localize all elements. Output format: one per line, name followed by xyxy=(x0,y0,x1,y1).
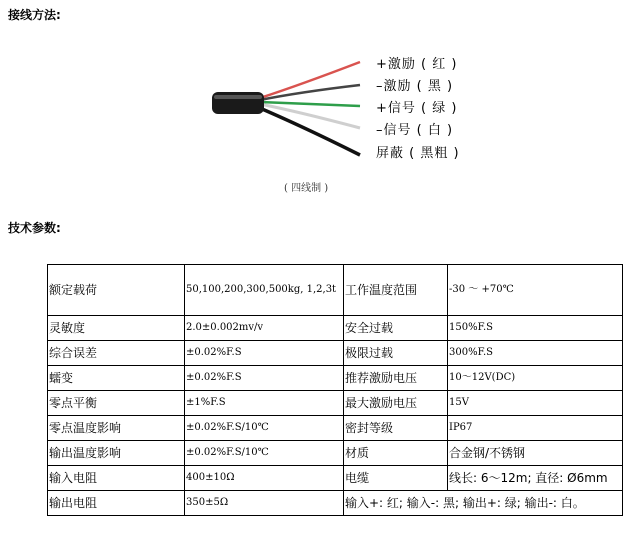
table-row xyxy=(48,391,623,416)
spec-key: 额定载荷 xyxy=(48,265,185,316)
spec-value: 150%F.S xyxy=(448,316,623,341)
spec-key: 密封等级 xyxy=(344,416,448,441)
table-row xyxy=(48,316,623,341)
wire-label-white: –信号 ( 白 ) xyxy=(376,123,454,138)
table-row xyxy=(48,466,623,491)
spec-key: 蠕变 xyxy=(48,366,185,391)
wire-label-black: –激励 ( 黑 ) xyxy=(376,79,454,94)
spec-value: 50,100,200,300,500kg, 1,2,3t xyxy=(185,265,344,316)
spec-table xyxy=(47,264,623,516)
spec-key: 灵敏度 xyxy=(48,316,185,341)
spec-key: 最大激励电压 xyxy=(344,391,448,416)
spec-value: 400±10Ω xyxy=(185,466,344,491)
spec-value: 15V xyxy=(448,391,623,416)
spec-key: 材质 xyxy=(344,441,448,466)
spec-value: 2.0±0.002mv/v xyxy=(185,316,344,341)
wire-label-shield: 屏蔽 ( 黑粗 ) xyxy=(376,146,460,161)
spec-key: 工作温度范围 xyxy=(344,265,448,316)
spec-key: 零点平衡 xyxy=(48,391,185,416)
spec-value: 350±5Ω xyxy=(185,491,344,516)
wiring-note: 输入+: 红; 输入-: 黑; 输出+: 绿; 输出-: 白。 xyxy=(344,491,623,516)
spec-value: -30 ～ +70℃ xyxy=(448,265,623,316)
spec-key: 综合误差 xyxy=(48,341,185,366)
spec-key: 安全过载 xyxy=(344,316,448,341)
spec-key: 极限过载 xyxy=(344,341,448,366)
wire-green xyxy=(260,102,360,106)
spec-key: 输入电阻 xyxy=(48,466,185,491)
table-row xyxy=(48,341,623,366)
table-row xyxy=(48,366,623,391)
wire-label-green: +信号 ( 绿 ) xyxy=(376,101,458,116)
spec-value: 10～12V(DC) xyxy=(448,366,623,391)
spec-value: ±0.02%F.S xyxy=(185,366,344,391)
spec-value: ±0.02%F.S/10℃ xyxy=(185,416,344,441)
spec-value: ±0.02%F.S xyxy=(185,341,344,366)
table-row xyxy=(48,265,623,316)
wiring-heading: 接线方法: xyxy=(8,8,61,22)
table-row xyxy=(48,441,623,466)
spec-value: ±1%F.S xyxy=(185,391,344,416)
spec-heading: 技术参数: xyxy=(8,221,61,235)
wire-label-red: +激励 ( 红 ) xyxy=(376,57,458,72)
spec-key: 电缆 xyxy=(344,466,448,491)
table-row xyxy=(48,491,623,516)
spec-value: 线长: 6～12m; 直径: Ø6mm xyxy=(448,466,623,491)
diagram-caption: ( 四线制 ) xyxy=(284,183,329,194)
spec-value: ±0.02%F.S/10℃ xyxy=(185,441,344,466)
spec-key: 推荐激励电压 xyxy=(344,366,448,391)
table-row xyxy=(48,416,623,441)
spec-key: 输出温度影响 xyxy=(48,441,185,466)
spec-key: 零点温度影响 xyxy=(48,416,185,441)
spec-key: 输出电阻 xyxy=(48,491,185,516)
spec-value: 300%F.S xyxy=(448,341,623,366)
spec-value: IP67 xyxy=(448,416,623,441)
spec-value: 合金钢/不锈钢 xyxy=(448,441,623,466)
